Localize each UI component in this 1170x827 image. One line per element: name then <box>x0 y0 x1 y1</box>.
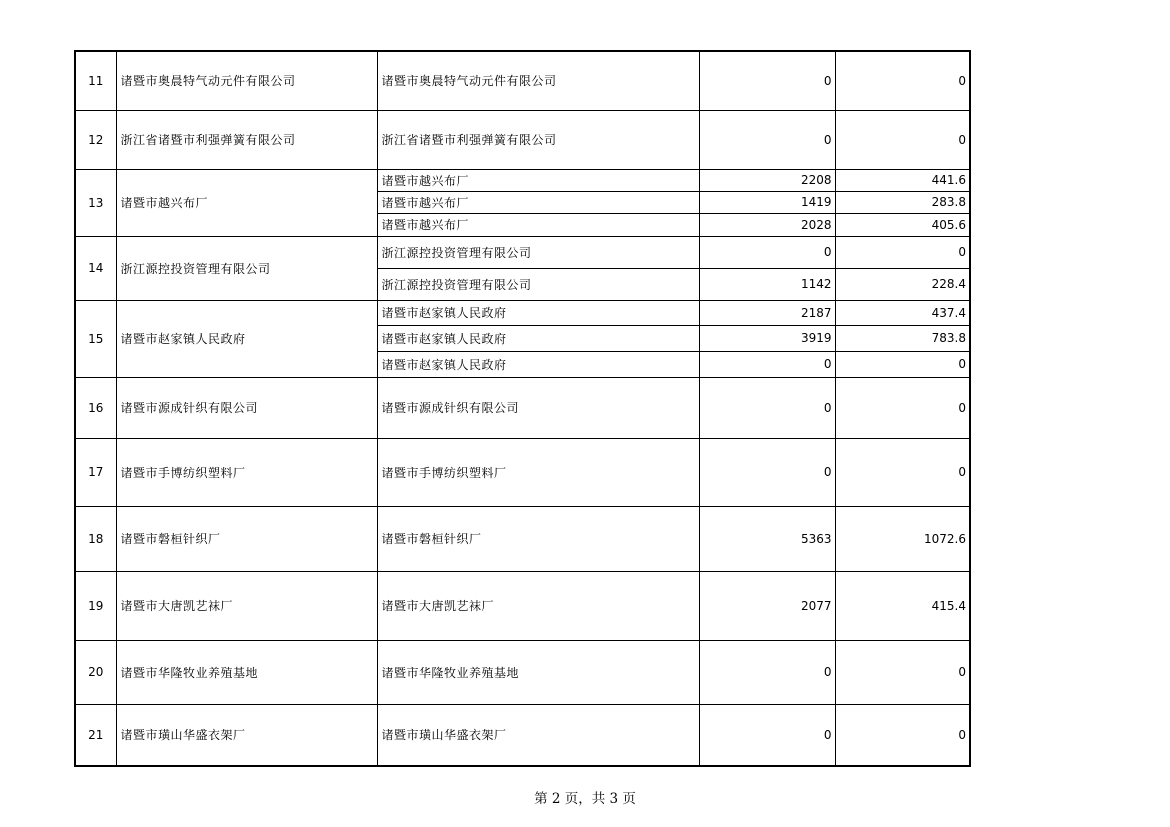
company-name-cell: 诸暨市华隆牧业养殖基地 <box>116 640 377 704</box>
company-name-cell: 诸暨市磐桓针织厂 <box>116 506 377 571</box>
row-number-cell: 17 <box>75 438 116 506</box>
table-row <box>75 506 970 571</box>
table-row <box>75 640 970 704</box>
table-row <box>75 571 970 640</box>
unit-name-cell: 诸暨市璜山华盛衣架厂 <box>377 704 699 766</box>
page-footer: 第 2 页，共 3 页 <box>534 791 636 807</box>
company-name-cell: 诸暨市赵家镇人民政府 <box>116 300 377 377</box>
row-number-cell: 13 <box>75 169 116 236</box>
amount-cell: 0 <box>835 704 970 766</box>
amount-cell: 1072.6 <box>835 506 970 571</box>
value-cell: 2187 <box>699 300 835 325</box>
row-number-cell: 16 <box>75 377 116 438</box>
value-cell: 0 <box>699 377 835 438</box>
row-number-cell: 20 <box>75 640 116 704</box>
unit-name-cell: 诸暨市越兴布厂 <box>377 213 699 236</box>
unit-name-cell: 诸暨市大唐凯艺袜厂 <box>377 571 699 640</box>
company-name-cell: 浙江源控投资管理有限公司 <box>116 236 377 300</box>
value-cell: 2028 <box>699 213 835 236</box>
unit-name-cell: 诸暨市赵家镇人民政府 <box>377 351 699 377</box>
amount-cell: 441.6 <box>835 169 970 191</box>
amount-cell: 0 <box>835 640 970 704</box>
company-name-cell: 浙江省诸暨市利强弹簧有限公司 <box>116 110 377 169</box>
unit-name-cell: 诸暨市华隆牧业养殖基地 <box>377 640 699 704</box>
unit-name-cell: 诸暨市赵家镇人民政府 <box>377 300 699 325</box>
value-cell: 0 <box>699 110 835 169</box>
amount-cell: 405.6 <box>835 213 970 236</box>
amount-cell: 0 <box>835 51 970 110</box>
table-row <box>75 300 970 325</box>
row-number-cell: 15 <box>75 300 116 377</box>
amount-cell: 0 <box>835 110 970 169</box>
amount-cell: 0 <box>835 236 970 268</box>
value-cell: 0 <box>699 51 835 110</box>
amount-cell: 0 <box>835 438 970 506</box>
unit-name-cell: 诸暨市源成针织有限公司 <box>377 377 699 438</box>
company-name-cell: 诸暨市源成针织有限公司 <box>116 377 377 438</box>
amount-cell: 783.8 <box>835 325 970 351</box>
company-name-cell: 诸暨市奥晨特气动元件有限公司 <box>116 51 377 110</box>
value-cell: 3919 <box>699 325 835 351</box>
table-row <box>75 236 970 268</box>
unit-name-cell: 诸暨市奥晨特气动元件有限公司 <box>377 51 699 110</box>
table-row <box>75 377 970 438</box>
value-cell: 0 <box>699 351 835 377</box>
value-cell: 0 <box>699 438 835 506</box>
amount-cell: 0 <box>835 351 970 377</box>
value-cell: 1142 <box>699 268 835 300</box>
unit-name-cell: 诸暨市赵家镇人民政府 <box>377 325 699 351</box>
company-name-cell: 诸暨市璜山华盛衣架厂 <box>116 704 377 766</box>
amount-cell: 0 <box>835 377 970 438</box>
value-cell: 2208 <box>699 169 835 191</box>
value-cell: 1419 <box>699 191 835 213</box>
amount-cell: 283.8 <box>835 191 970 213</box>
value-cell: 5363 <box>699 506 835 571</box>
value-cell: 2077 <box>699 571 835 640</box>
table-body <box>75 51 970 766</box>
row-number-cell: 18 <box>75 506 116 571</box>
amount-cell: 228.4 <box>835 268 970 300</box>
company-name-cell: 诸暨市越兴布厂 <box>116 169 377 236</box>
amount-cell: 437.4 <box>835 300 970 325</box>
unit-name-cell: 浙江源控投资管理有限公司 <box>377 268 699 300</box>
row-number-cell: 21 <box>75 704 116 766</box>
table-row <box>75 51 970 110</box>
table-row <box>75 438 970 506</box>
table-row <box>75 169 970 191</box>
value-cell: 0 <box>699 704 835 766</box>
unit-name-cell: 诸暨市手博纺织塑料厂 <box>377 438 699 506</box>
value-cell: 0 <box>699 640 835 704</box>
data-table <box>74 50 971 767</box>
unit-name-cell: 浙江省诸暨市利强弹簧有限公司 <box>377 110 699 169</box>
unit-name-cell: 诸暨市越兴布厂 <box>377 169 699 191</box>
table-row <box>75 110 970 169</box>
row-number-cell: 14 <box>75 236 116 300</box>
table-row <box>75 704 970 766</box>
company-name-cell: 诸暨市手博纺织塑料厂 <box>116 438 377 506</box>
amount-cell: 415.4 <box>835 571 970 640</box>
row-number-cell: 11 <box>75 51 116 110</box>
value-cell: 0 <box>699 236 835 268</box>
row-number-cell: 12 <box>75 110 116 169</box>
unit-name-cell: 诸暨市越兴布厂 <box>377 191 699 213</box>
row-number-cell: 19 <box>75 571 116 640</box>
unit-name-cell: 诸暨市磐桓针织厂 <box>377 506 699 571</box>
unit-name-cell: 浙江源控投资管理有限公司 <box>377 236 699 268</box>
company-name-cell: 诸暨市大唐凯艺袜厂 <box>116 571 377 640</box>
